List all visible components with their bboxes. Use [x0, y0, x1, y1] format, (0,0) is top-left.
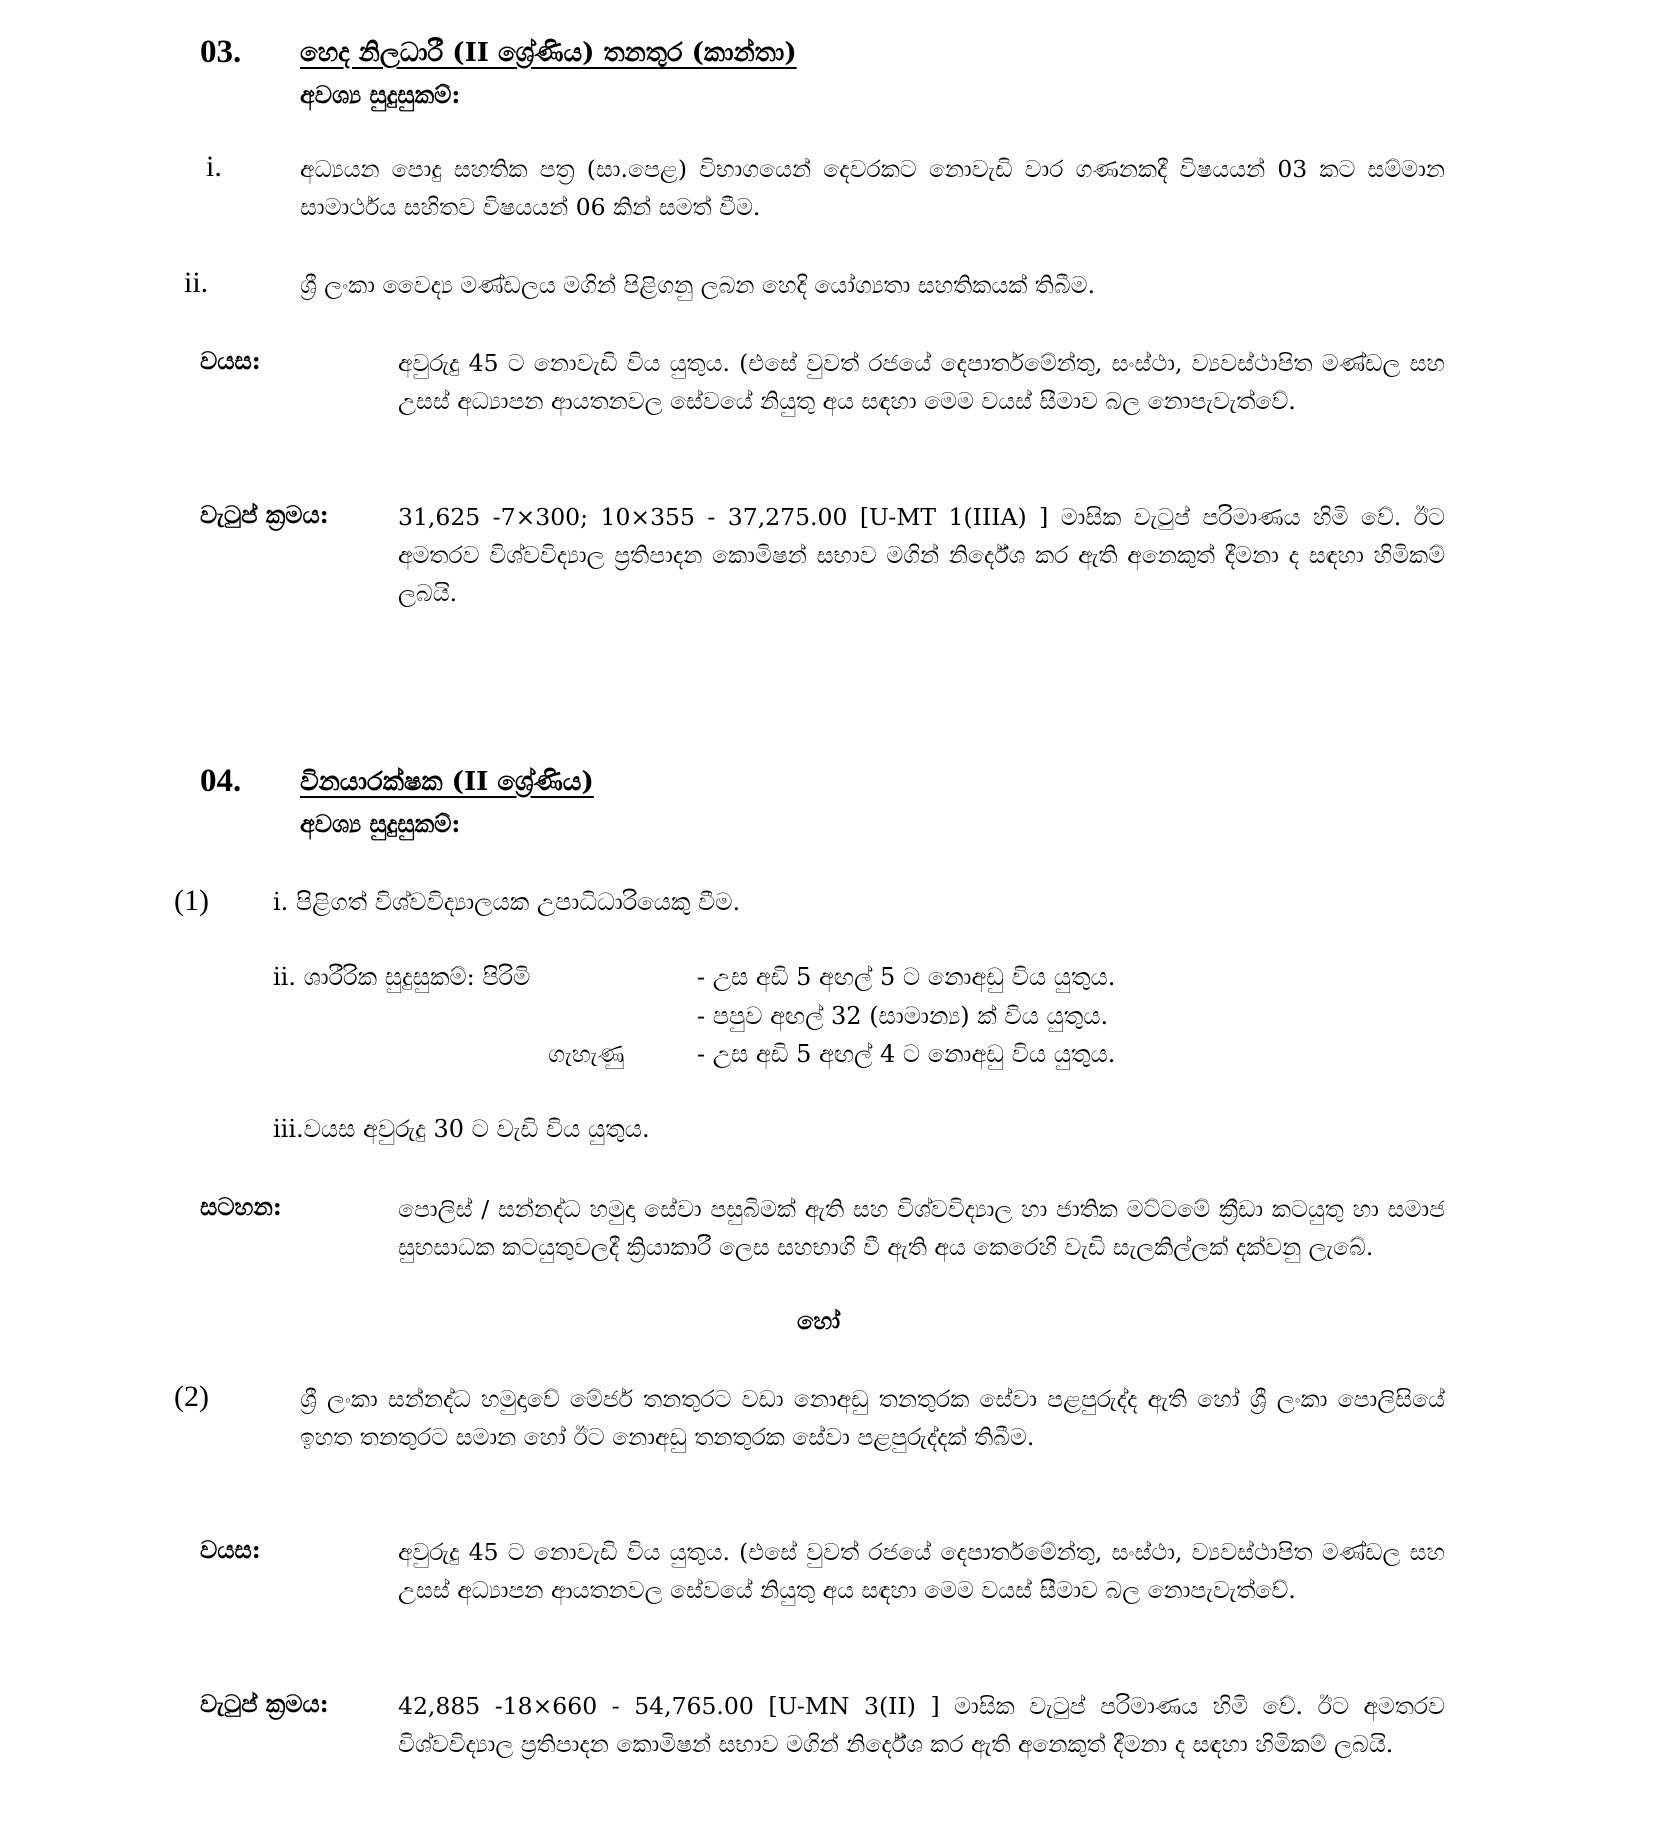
item-text: ශ්‍රී ලංකා වෛද්‍ය මණ්ඩලය මගින් පිළිගනු ලබන හෙදි යෝග්‍යතා සහතිකයක් තිබීම. — [300, 271, 1096, 299]
section-subtitle: අවශ්‍ය සුදුසුකම්: — [300, 809, 461, 838]
option1-male-chest: - පපුව අඟල් 32 (සාමාන්‍ය) ක් විය යුතුය. — [697, 1002, 1109, 1030]
note-text: පොලිස් / සන්නද්ධ හමුදා සේවා පසුබිමක් ඇති සහ විශ්වවිද්‍යාල හා ජාතික මට්ටමේ ක්‍රීඩා කටයුතු හා සමාජ සුභසාධක කටයුතුවලදී ක්‍රියාකාරී ලෙස සහභාගි වී ඇති අය කෙරෙහි වැඩි සැලකිල්ලක් දක්වනු ලැබේ. — [398, 1195, 1445, 1261]
section-number: 03. — [200, 34, 242, 70]
item-text: අධ්‍යයන පොදු සහතික පත්‍ර (සා.පෙළ) විභාගයෙන් දෙවරකට නොවැඩි වාර ගණනකදී විෂයයන් 03 කට සම්මාන සාමාර්ථය සහිතව විෂයයන් 06 කින් සමත් වීම. — [300, 155, 1445, 221]
age-text: අවුරුදු 45 ට නොවැඩි විය යුතුය. (එසේ වුවත් රජයේ දෙපාර්තමේන්තු, සංස්ථා, ව්‍යවස්ථාපිත මණ්ඩල සහ උසස් අධ්‍යාපන ආයතනවල සේවයේ නියුතු අය සඳහා මෙම වයස් සීමාව බල නොපැවැත්වේ. — [398, 349, 1445, 415]
age-label: වයස: — [200, 1535, 261, 1564]
section-title: විනයාරක්ෂක (II ශ්‍රේණිය) — [300, 767, 594, 797]
option2-text: ශ්‍රී ලංකා සන්නද්ධ හමුදාවේ මේජර් තනතුරට වඩා නොඅඩු තනතුරක සේවා පළපුරුද්ද ඇති හෝ ශ්‍රී ලංකා පොලිසියේ ඉහත තනතුරට සමාන හෝ ඊට නොඅඩු තනතුරක සේවා පළපුරුද්දක් තිබීම. — [300, 1385, 1445, 1451]
option1-male-height: - උස අඩි 5 අඟල් 5 ට නොඅඩු විය යුතුය. — [697, 963, 1116, 991]
option1-female-label: ගැහැණු — [548, 1040, 625, 1068]
option1-item-iii: iii.වයස අවුරුදු 30 ට වැඩි විය යුතුය. — [273, 1115, 650, 1143]
option-marker: (2) — [174, 1380, 209, 1413]
option1-female-height: - උස අඩි 5 අඟල් 4 ට නොඅඩු විය යුතුය. — [697, 1040, 1116, 1068]
section-subtitle: අවශ්‍ය සුදුසුකම්: — [300, 80, 461, 109]
age-text: අවුරුදු 45 ට නොවැඩි විය යුතුය. (එසේ වුවත් රජයේ දෙපාර්තමේන්තු, සංස්ථා, ව්‍යවස්ථාපිත මණ්ඩල සහ උසස් අධ්‍යාපන ආයතනවල සේවයේ නියුතු අය සඳහා මෙම වයස් සීමාව බල නොපැවැත්වේ. — [398, 1538, 1445, 1604]
salary-label: වැටුප් ක්‍රමය: — [200, 500, 329, 529]
item-marker: i. — [206, 150, 222, 183]
or-separator: හෝ — [797, 1306, 841, 1335]
section-title: හෙද නිලධාරී (II ශ්‍රේණිය) තනතුර (කාන්තා) — [300, 38, 797, 68]
option1-item-ii-label: ii. ශාරීරික සුදුසුකම්: පිරිමි — [273, 963, 531, 991]
salary-text: 42,885 -18×660 - 54,765.00 [U-MN 3(II) ] මාසික වැටුප් පරිමාණය හිමි වේ. ඊට අමතරව විශ්වවිද්‍යාල ප්‍රතිපාදන කොමිෂන් සභාව මගින් නිර්දේශ කර ඇති අනෙකුත් දීමනා ද සඳහා හිමිකම් ලබයි. — [398, 1692, 1445, 1758]
note-label: සටහන: — [200, 1192, 282, 1221]
option1-item-i: i. පිළිගත් විශ්වවිද්‍යාලයක උපාධිධාරියෙකු වීම. — [273, 888, 741, 916]
item-marker: ii. — [184, 266, 209, 299]
salary-text: 31,625 -7×300; 10×355 - 37,275.00 [U-MT 1(IIIA) ] මාසික වැටුප් පරිමාණය හිමි වේ. ඊට අමතරව විශ්වවිද්‍යාල ප්‍රතිපාදන කොමිෂන් සභාව මගින් නිර්දේශ කර ඇති අනෙකුත් දීමනා ද සඳහා හිමිකම් ලබයි. — [398, 503, 1445, 607]
age-label: වයස: — [200, 346, 261, 375]
section-number: 04. — [200, 763, 242, 799]
salary-label: වැටුප් ක්‍රමය: — [200, 1689, 329, 1718]
option-marker: (1) — [174, 884, 209, 917]
